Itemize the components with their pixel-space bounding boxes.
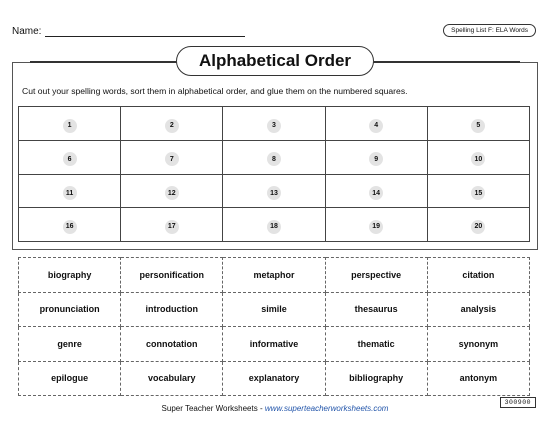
square-number: 20: [471, 220, 485, 234]
word-card: thesaurus: [325, 292, 427, 327]
name-line: [45, 26, 245, 37]
word-card: biography: [19, 258, 121, 293]
numbered-square: [223, 208, 325, 242]
word-card: analysis: [427, 292, 529, 327]
word-card: bibliography: [325, 361, 427, 396]
instructions: Cut out your spelling words, sort them in alphabetical order, and glue them on the numbered squares.: [22, 86, 408, 96]
numbered-square: [19, 208, 121, 242]
numbered-square: [19, 140, 121, 174]
numbered-square: [427, 208, 529, 242]
square-number: 11: [63, 186, 77, 200]
numbered-square: [223, 107, 325, 141]
numbered-square: [427, 107, 529, 141]
square-number: 19: [369, 220, 383, 234]
name-label: Name:: [12, 26, 42, 37]
word-card: pronunciation: [19, 292, 121, 327]
word-card: synonym: [427, 327, 529, 362]
word-card: metaphor: [223, 258, 325, 293]
footer-text: Super Teacher Worksheets -: [161, 404, 265, 413]
worksheet-code: 300900: [500, 397, 536, 408]
word-card: perspective: [325, 258, 427, 293]
grid-row: [19, 208, 530, 242]
word-card: citation: [427, 258, 529, 293]
square-number: 6: [63, 152, 77, 166]
word-card: introduction: [121, 292, 223, 327]
footer: [0, 404, 550, 413]
numbered-square: [223, 174, 325, 208]
numbered-square: [325, 174, 427, 208]
word-row: [19, 361, 530, 396]
word-card: epilogue: [19, 361, 121, 396]
square-number: 3: [267, 119, 281, 133]
numbered-square: [427, 174, 529, 208]
square-number: 12: [165, 186, 179, 200]
numbered-square: [325, 140, 427, 174]
title-rule-right: [374, 61, 520, 63]
square-number: 9: [369, 152, 383, 166]
spelling-list-badge: Spelling List F: ELA Words: [443, 24, 536, 37]
square-number: 17: [165, 220, 179, 234]
numbered-square: [121, 208, 223, 242]
word-row: [19, 327, 530, 362]
numbered-square: [325, 107, 427, 141]
word-card: simile: [223, 292, 325, 327]
square-number: 18: [267, 220, 281, 234]
grid-row: [19, 107, 530, 141]
word-card: antonym: [427, 361, 529, 396]
square-number: 5: [471, 119, 485, 133]
word-card: connotation: [121, 327, 223, 362]
square-number: 8: [267, 152, 281, 166]
numbered-square: [19, 107, 121, 141]
grid-row: [19, 174, 530, 208]
word-row: [19, 292, 530, 327]
square-number: 4: [369, 119, 383, 133]
page-title: Alphabetical Order: [176, 46, 374, 76]
square-number: 13: [267, 186, 281, 200]
word-card: genre: [19, 327, 121, 362]
footer-url[interactable]: www.superteacherworksheets.com: [264, 404, 389, 413]
square-number: 14: [369, 186, 383, 200]
square-number: 10: [471, 152, 485, 166]
word-card: vocabulary: [121, 361, 223, 396]
numbered-square: [121, 107, 223, 141]
square-number: 15: [471, 186, 485, 200]
word-row: [19, 258, 530, 293]
word-card: personification: [121, 258, 223, 293]
word-card: explanatory: [223, 361, 325, 396]
numbered-square: [223, 140, 325, 174]
numbered-square: [121, 174, 223, 208]
square-number: 1: [63, 119, 77, 133]
square-number: 7: [165, 152, 179, 166]
numbered-square: [325, 208, 427, 242]
word-cards-grid: [18, 257, 530, 396]
word-card: informative: [223, 327, 325, 362]
numbered-square: [427, 140, 529, 174]
square-number: 16: [63, 220, 77, 234]
numbered-square: [121, 140, 223, 174]
name-field: [12, 26, 245, 37]
title-rule-left: [30, 61, 176, 63]
grid-row: [19, 140, 530, 174]
numbered-square: [19, 174, 121, 208]
square-number: 2: [165, 119, 179, 133]
numbered-squares-grid: [18, 106, 530, 242]
word-card: thematic: [325, 327, 427, 362]
